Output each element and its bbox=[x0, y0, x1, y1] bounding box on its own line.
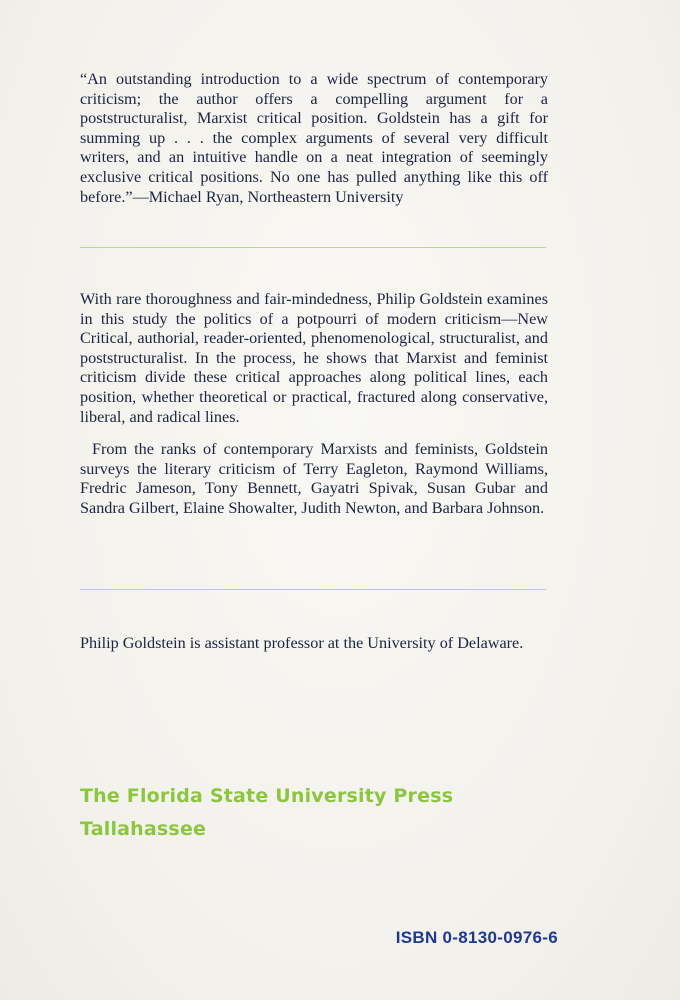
review-quote: “An outstanding introduction to a wide spectrum of contemporary criticism; the author offers a compelling argument for a poststructuralist, Marxist critical position. Goldstein has a gift for summing up . . . the complex arguments of several very difficult writers, and an intuitive handle on a neat integration of seemingly exclusive critical positions. No one has pulled anything like this off before.”—Michael Ryan, Northeastern University bbox=[80, 70, 548, 206]
description-paragraph-1: With rare thoroughness and fair-mindedness, Philip Goldstein examines in this study the politics of a potpourri of modern criticism—New Critical, authorial, reader-oriented, phenomenological, structuralist, and poststructuralist. In the process, he shows that Marxist and feminist criticism divide these critical approaches along political lines, each position, whether theoretical or practical, fractured along conservative, liberal, and radical lines. bbox=[80, 290, 548, 426]
description-paragraph-2: From the ranks of contemporary Marxists and feminists, Goldstein surveys the literary criticism of Terry Eagleton, Raymond Williams, Fredric Jameson, Tony Bennett, Gayatri Spivak, Susan Gubar and Sandra Gilbert, Elaine Showalter, Judith Newton, and Barbara Johnson. bbox=[80, 440, 548, 517]
publisher-city: Tallahassee bbox=[80, 818, 207, 840]
divider-top bbox=[80, 247, 546, 248]
author-bio: Philip Goldstein is assistant professor at the University of Delaware. bbox=[80, 634, 524, 652]
divider-bottom bbox=[80, 589, 546, 590]
publisher-name: The Florida State University Press bbox=[80, 785, 454, 807]
isbn-number: ISBN 0-8130-0976-6 bbox=[395, 928, 558, 947]
